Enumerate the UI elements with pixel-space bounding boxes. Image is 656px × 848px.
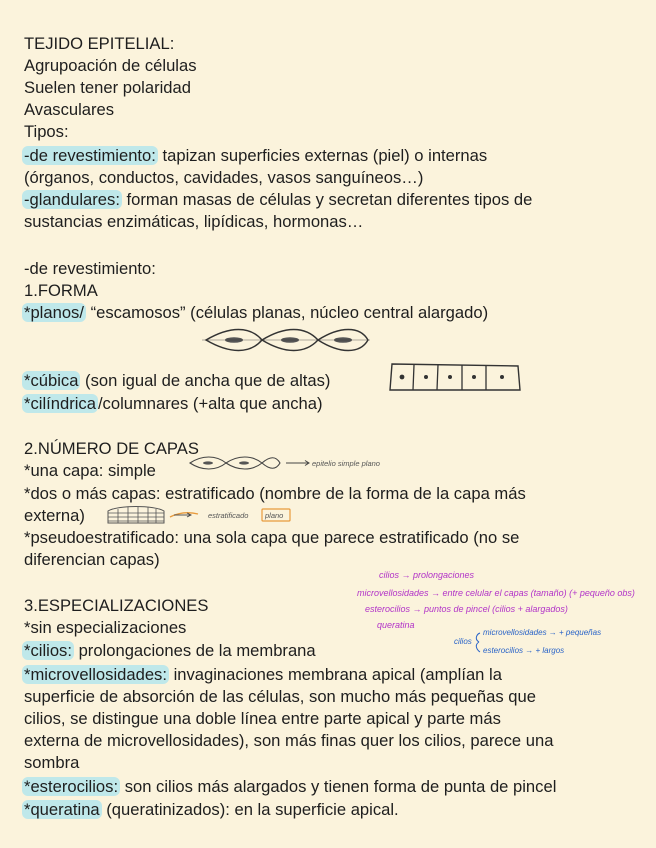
note-line: externa) (24, 506, 85, 525)
note-title: TEJIDO EPITELIAL: (24, 34, 175, 53)
note-line: externa de microvellosidades), son más finas quer los cilios, parece una (24, 731, 554, 750)
note-line: sustancias enzimáticas, lipídicas, hormonas… (24, 212, 364, 231)
note-line: Suelen tener polaridad (24, 78, 191, 97)
highlighted-term: -de revestimiento: (24, 146, 156, 165)
line-text: “escamosos” (células planas, núcleo central alargado) (85, 303, 489, 322)
note-line: Avasculares (24, 100, 115, 119)
line-text: (queratinizados): en la superficie apical. (101, 800, 399, 819)
purple-note: queratina (377, 620, 415, 630)
line-text: (son igual de ancha que de altas) (80, 371, 331, 390)
esp-esterocilios-line (24, 776, 556, 798)
line-text: forman masas de células y secretan diferentes tipos de (121, 190, 533, 209)
highlighted-term: *microvellosidades: (24, 665, 167, 684)
strat-note: estratificado (208, 511, 249, 520)
note-line: *sin especializaciones (24, 618, 187, 637)
highlighted-term: *queratina (24, 800, 100, 819)
highlighted-term: -glandulares: (24, 190, 120, 209)
highlighted-term: *cúbica (24, 371, 79, 390)
purple-note: esterocilios → puntos de pincel (cilios + alargados) (365, 604, 568, 614)
note-line: Agrupoación de células (24, 56, 197, 75)
note-line: *una capa: simple (24, 461, 156, 480)
forma-cilindrica-line (24, 393, 323, 415)
note-line: sombra (24, 753, 80, 772)
note-line: superficie de absorción de las células, son mucho más pequeñas que (24, 687, 536, 706)
forma-cubica-line (24, 370, 330, 392)
cuboidal-cells-sketch (386, 360, 526, 396)
section-heading: 3.ESPECIALIZACIONES (24, 596, 209, 615)
forma-planos-line (24, 302, 488, 324)
esp-cilios-line (24, 640, 316, 662)
note-line: diferencian capas) (24, 550, 160, 569)
line-text: son cilios más alargados y tienen forma de punta de pincel (120, 777, 557, 796)
purple-note: microvellosidades → entre celular el capas (tamaño) (+ pequeño obs) (357, 588, 635, 598)
line-text: tapizan superficies externas (piel) o internas (157, 146, 488, 165)
strat-boxed-note: plano (265, 511, 284, 520)
highlighted-term: *cilios: (24, 641, 72, 660)
simple-epithelium-sketch (186, 452, 386, 474)
note-line: *pseudoestratificado: una sola capa que parece estratificado (no se (24, 528, 520, 547)
type-glandulares-line (24, 189, 532, 211)
section-heading: 2.NÚMERO DE CAPAS (24, 439, 199, 458)
highlighted-term: *planos/ (24, 303, 84, 322)
blue-note: esterocilios → + largos (483, 646, 565, 655)
note-line: (órganos, conductos, cavidades, vasos sanguíneos…) (24, 168, 424, 187)
section-subtitle: -de revestimiento: (24, 259, 156, 278)
blue-note: cilios (454, 637, 472, 646)
note-line: *dos o más capas: estratificado (nombre de la forma de la capa más (24, 484, 526, 503)
blue-note: microvellosidades → + pequeñas (483, 628, 602, 637)
squamous-cells-sketch (200, 324, 370, 356)
specializations-handwritten-notes (355, 566, 651, 658)
note-line: cilios, se distingue una doble línea entre parte apical y parte más (24, 709, 501, 728)
simple-note: epitelio simple plano (312, 459, 380, 468)
line-text: /columnares (+alta que ancha) (97, 394, 323, 413)
esp-microvellosidades-line (24, 664, 502, 686)
highlighted-term: *esterocilios: (24, 777, 119, 796)
esp-queratina-line (24, 799, 399, 821)
line-text: prolongaciones de la membrana (73, 641, 316, 660)
purple-note: cilios → prolongaciones (379, 570, 475, 580)
type-revestimiento-line (24, 145, 487, 167)
line-text: invaginaciones membrana apical (amplían la (168, 665, 502, 684)
section-heading: 1.FORMA (24, 281, 98, 300)
highlighted-term: *cilíndrica (24, 394, 96, 413)
note-line: Tipos: (24, 122, 69, 141)
